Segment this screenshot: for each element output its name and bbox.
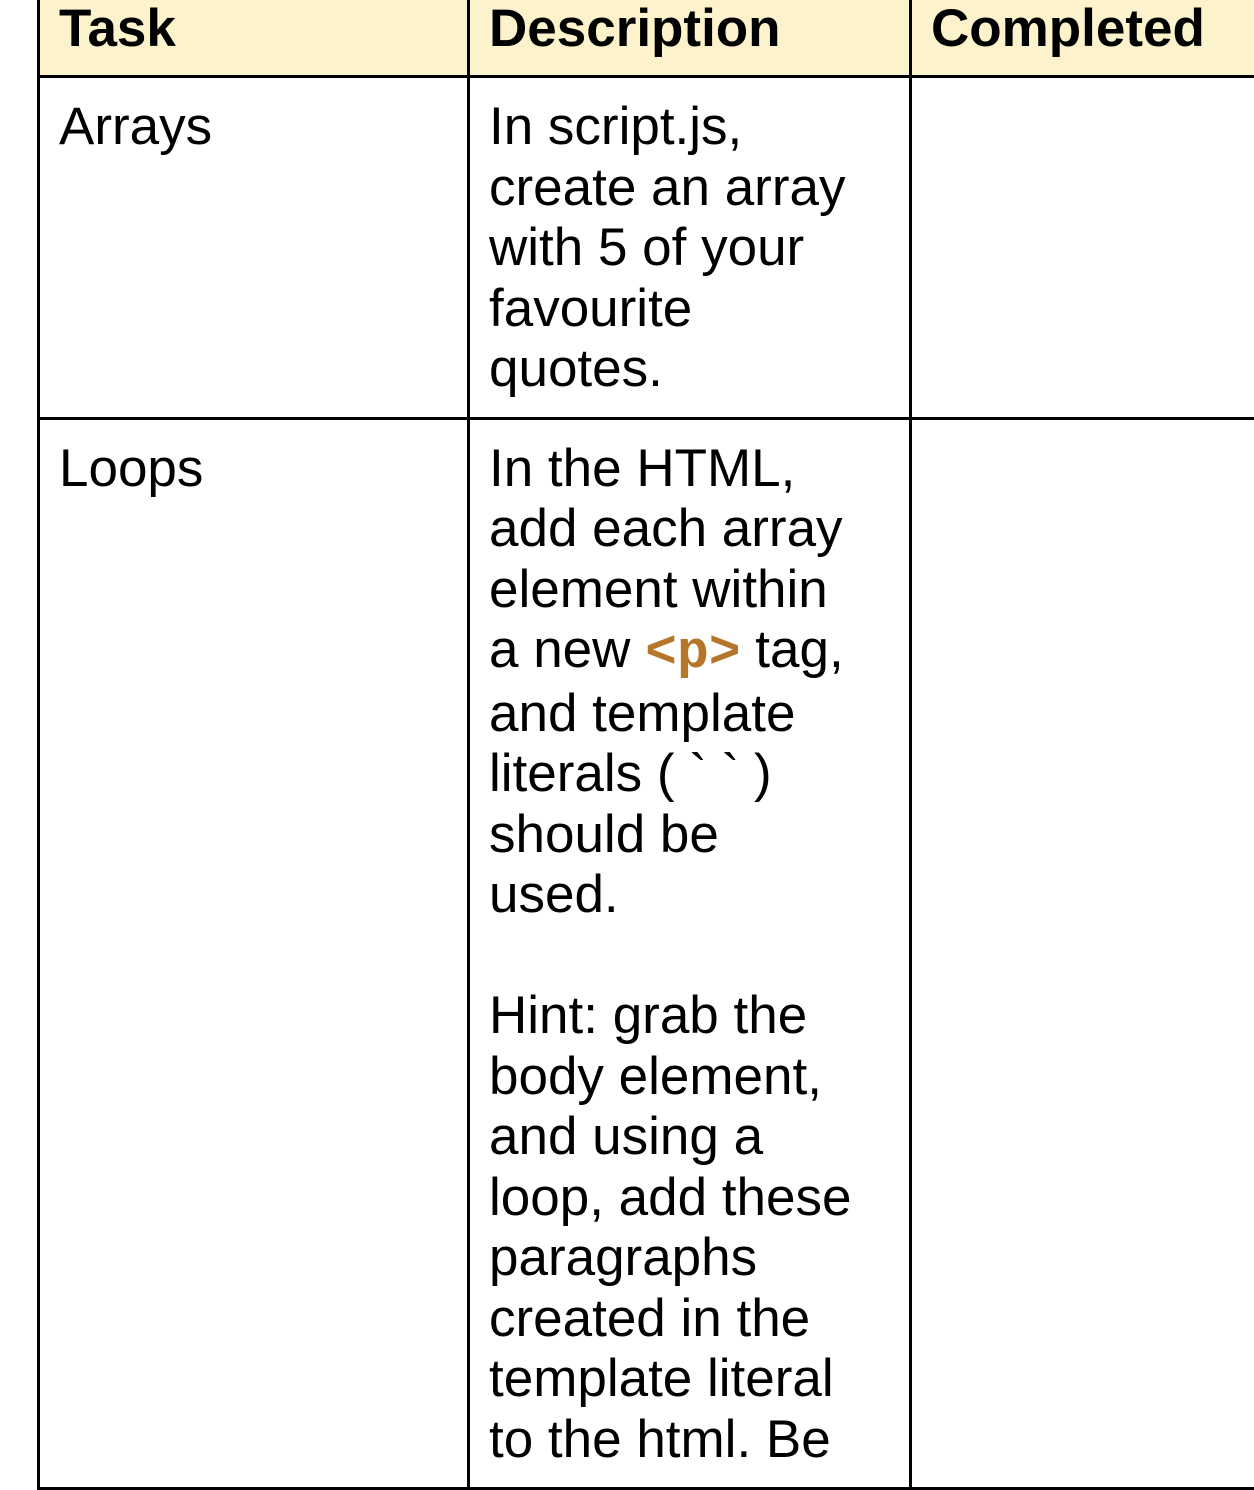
description-line: quotes. bbox=[489, 339, 891, 400]
description-line: create an array bbox=[489, 158, 891, 219]
hint-line: template literal bbox=[489, 1349, 891, 1410]
hint-line: paragraphs bbox=[489, 1228, 891, 1289]
description-line: In script.js, bbox=[489, 97, 891, 158]
header-completed: Completed bbox=[911, 0, 1254, 77]
description-line: In the HTML, bbox=[489, 439, 891, 500]
description-line: with 5 of your bbox=[489, 218, 891, 279]
hint-line: body element, bbox=[489, 1047, 891, 1108]
hint-line: and using a bbox=[489, 1107, 891, 1168]
description-line: element within bbox=[489, 560, 891, 621]
description-line: and template bbox=[489, 684, 891, 745]
table-row-arrays bbox=[39, 77, 1254, 419]
header-task: Task bbox=[39, 0, 469, 77]
hint-line: loop, add these bbox=[489, 1168, 891, 1229]
description-line: favourite bbox=[489, 279, 891, 340]
description-line: used. bbox=[489, 865, 891, 926]
completed-cell-arrays bbox=[911, 77, 1254, 419]
completed-cell-loops bbox=[911, 418, 1254, 1489]
p-tag-code: <p> bbox=[645, 623, 740, 683]
table-row-loops bbox=[39, 418, 1254, 1489]
hint-line: created in the bbox=[489, 1289, 891, 1350]
header-description: Description bbox=[469, 0, 911, 77]
description-cell-arrays bbox=[469, 77, 911, 419]
task-cell-arrays: Arrays bbox=[39, 77, 469, 419]
task-cell-loops: Loops bbox=[39, 418, 469, 1489]
description-cell-loops bbox=[469, 418, 911, 1489]
task-table bbox=[37, 0, 1254, 1490]
paragraph-gap bbox=[489, 926, 891, 987]
hint-line: Hint: grab the bbox=[489, 986, 891, 1047]
description-line-with-code bbox=[489, 620, 891, 684]
line-suffix: tag, bbox=[741, 620, 844, 679]
description-line: add each array bbox=[489, 499, 891, 560]
description-line: should be bbox=[489, 805, 891, 866]
description-line: literals ( ` ` ) bbox=[489, 744, 891, 805]
hint-line: to the html. Be bbox=[489, 1410, 891, 1471]
header-row bbox=[39, 0, 1254, 77]
line-prefix: a new bbox=[489, 620, 645, 679]
